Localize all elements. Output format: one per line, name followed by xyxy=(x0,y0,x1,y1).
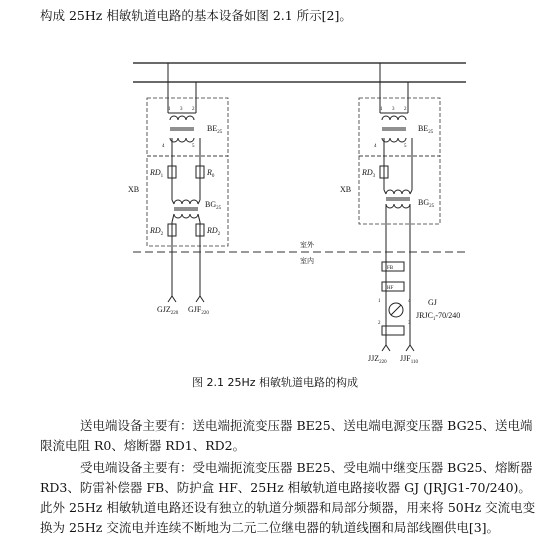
fb-label: FB xyxy=(387,266,394,271)
track-circuit-diagram xyxy=(0,40,550,370)
indoor-label: 室内 xyxy=(300,257,314,265)
jjf-label: $JJF_{110}$ xyxy=(400,354,419,365)
terminal-1-right: 1 xyxy=(380,107,383,112)
relay-terminal-1: 1 xyxy=(378,299,381,304)
bg-coil-top xyxy=(174,200,198,204)
terminal-4: 4 xyxy=(162,144,165,149)
gjz-label: $GJZ_{220}$ xyxy=(157,305,179,316)
be-label-left: $BE_{25}$ xyxy=(207,124,223,135)
terminal-3: 3 xyxy=(180,107,183,112)
terminal-2: 2 xyxy=(192,107,195,112)
bg-label-left: $BG_{25}$ xyxy=(205,200,222,211)
rd2b-label: $RD_2$ xyxy=(207,226,221,237)
bg-coil-bottom xyxy=(174,214,198,218)
relay-terminal-2: 2 xyxy=(378,321,381,326)
xb-label-right: XB xyxy=(340,185,352,194)
relay-box xyxy=(382,326,404,335)
r0-label: $R_0$ xyxy=(207,168,215,179)
be-label-right: $BE_{25}$ xyxy=(418,124,434,135)
transformer-coil-top xyxy=(170,116,194,120)
receiver-paragraph: 受电端设备主要有：受电端扼流变压器 BE25、受电端中继变压器 BG25、熔断器 RD3、防雷补偿器 FB、防护盒 HF、25Hz 相敏轨道电路接收器 GJ (JRJG1-70/240)。此外 25Hz 相敏轨道电路还设有独立的轨道分频器和局部分频器，用来将 50Hz 交流电变换为 25Hz 交流电并连续不断地为二元二位继电器的轨道线圈和局部线圈供电[3]。 xyxy=(40,460,536,535)
gj-label: GJ xyxy=(428,298,437,307)
bg-label-right: $BG_{25}$ xyxy=(418,198,435,209)
intro-paragraph: 构成 25Hz 相敏轨道电路的基本设备如图 2.1 所示[2]。 xyxy=(40,8,352,23)
jjz-label: $JJZ_{220}$ xyxy=(368,354,387,365)
rd3-label: $RD_3$ xyxy=(362,168,376,179)
outdoor-label: 室外 xyxy=(300,241,314,249)
terminal-2-right: 2 xyxy=(404,107,407,112)
rd1-label: $RD_1$ xyxy=(150,168,164,179)
left-terminal-arrows xyxy=(168,296,204,302)
gjf-label: $GJF_{220}$ xyxy=(188,305,209,316)
right-receiver-group xyxy=(340,63,460,365)
terminal-1: 1 xyxy=(168,107,171,112)
transformer-coil-top-right xyxy=(382,116,406,120)
xb-label-left: XB xyxy=(128,185,140,194)
figure-caption: 图 2.1 25Hz 相敏轨道电路的构成 xyxy=(191,376,359,389)
terminal-5: 5 xyxy=(192,144,195,149)
bg-coil-bottom-right xyxy=(386,204,410,208)
terminal-3-right: 3 xyxy=(392,107,395,112)
left-sender-group xyxy=(128,63,228,316)
sender-paragraph: 送电端设备主要有：送电端扼流变压器 BE25、送电端电源变压器 BG25、送电端限流电阻 R0、熔断器 RD1、RD2。 xyxy=(40,418,533,453)
gj-model-label: $JRJC_1-70/240$ xyxy=(416,311,461,322)
right-terminal-arrows xyxy=(382,345,414,351)
terminal-5-right: 5 xyxy=(404,144,407,149)
hf-label: HF xyxy=(387,286,394,291)
rd2a-label: $RD_2$ xyxy=(150,226,164,237)
relay-terminal-4: 4 xyxy=(408,299,411,304)
transformer-coil-bottom-right xyxy=(382,138,406,142)
transformer-coil-bottom xyxy=(170,138,194,142)
terminal-4-right: 4 xyxy=(374,144,377,149)
relay-terminal-3: 3 xyxy=(408,321,411,326)
bg-coil-top-right xyxy=(386,190,410,194)
